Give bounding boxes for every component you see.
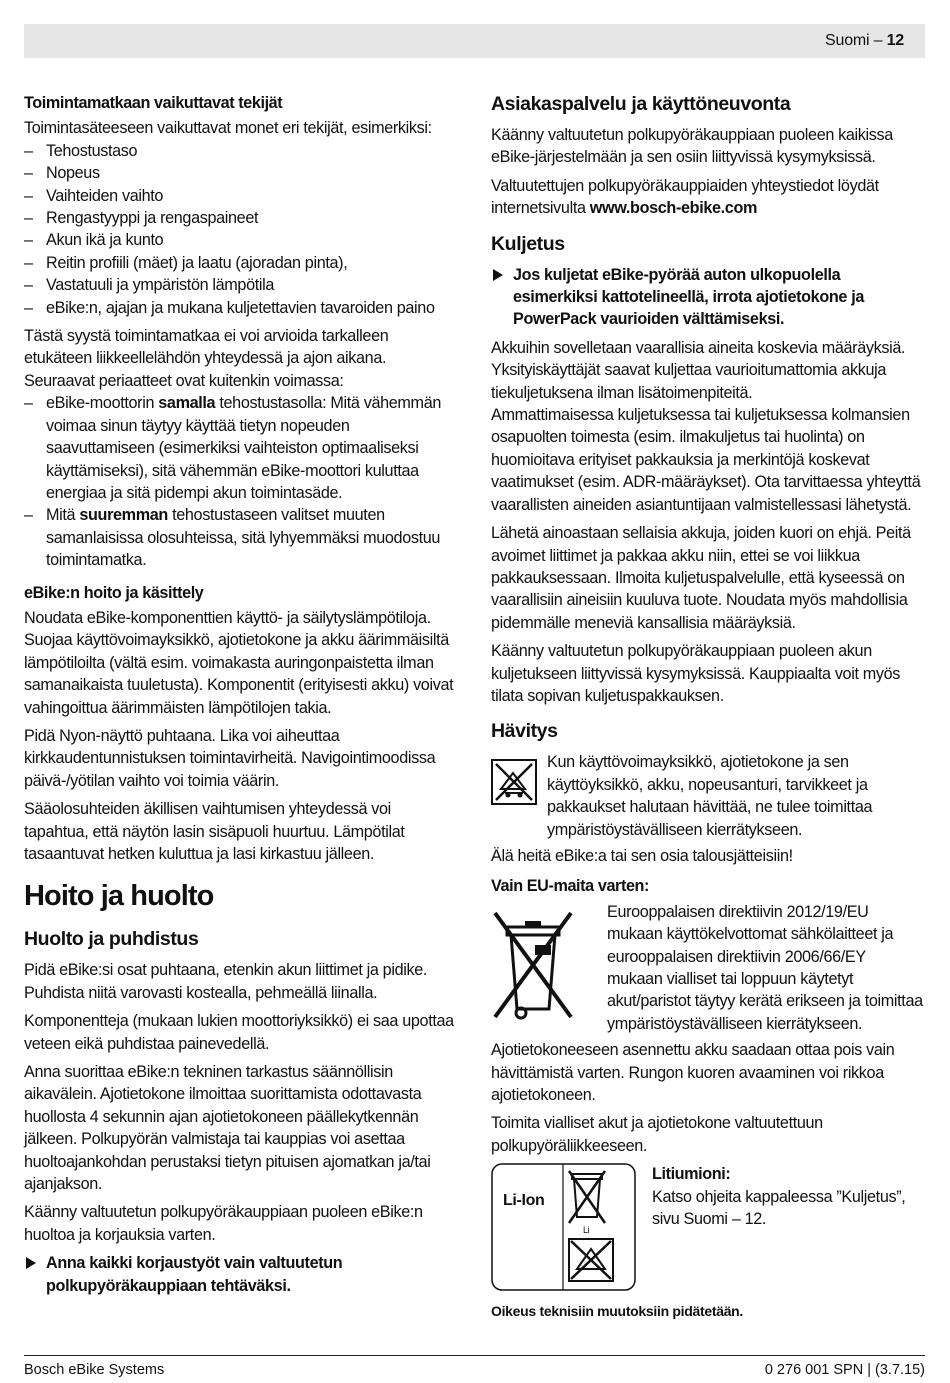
- care-paragraph: Noudata eBike-komponenttien käyttö- ja säilytyslämpötiloja. Suojaa käyttövoimayksikkö, ajotietokone ja akku äärimmäisiltä lämpötiloilta (vältä esim. voimakasta auringonpaistetta ilman samanaikaista tuuletusta). Komponentit (erityisesti akku) voivat vahingoittua äärimmäisten lämpötilojen takia.: [24, 608, 454, 717]
- transport-paragraph: Akkuihin sovelletaan vaarallisia aineita koskevia määräyksiä. Yksityiskäyttäjät saavat kuljettaa vaurioitumattomia akkuja tiekuljetuksena ilman lisätoimenpiteitä.: [491, 338, 906, 402]
- support-url-link[interactable]: www.bosch-ebike.com: [589, 199, 758, 218]
- liion-block: [491, 1163, 925, 1291]
- header-bar: [24, 24, 925, 58]
- list-item: – eBike:n, ajajan ja mukana kuljetettavien tavaroiden paino: [24, 297, 459, 319]
- li-ion-battery-disposal-icon: [491, 1163, 636, 1291]
- liion-heading: Litiumioni:: [652, 1165, 731, 1184]
- principle-emphasis: suuremman: [79, 506, 168, 525]
- crossed-bin-icon: [491, 905, 575, 1025]
- transport-paragraph: Käänny valtuutetun polkupyöräkauppiaan puoleen akun kuljetukseen liittyvissä kysymyksissä. Kauppiaalta voit myös tilata sopivan kuljetuspakkauksen.: [491, 642, 901, 705]
- warning-text: Jos kuljetat eBike-pyörää auton ulkopuolella esimerkiksi kattotelineellä, irrota ajotietokone ja PowerPack vaurioiden välttämiseksi.: [513, 265, 865, 329]
- warning-arrow-icon: [493, 269, 503, 281]
- service-heading: Huolto ja puhdistus: [24, 928, 199, 951]
- principle-text: Mitä: [46, 506, 80, 525]
- battery-paragraph: Toimita vialliset akut ja ajotietokone valtuutettuun polkupyöräliikkeeseen.: [491, 1114, 823, 1155]
- principle-text: eBike-moottorin: [46, 394, 159, 413]
- list-item: – Tehostustaso: [24, 140, 459, 162]
- liion-text: [652, 1163, 925, 1230]
- eu-paragraph: Eurooppalaisen direktiivin 2012/19/EU mukaan käyttökelvottomat sähkölaitteet ja eurooppalaisen direktiivin 2006/66/EY mukaan vialliset tai loppuun käytetyt akut/paristot täytyy kerätä erikseen ja toimittaa ympäristöystävälliseen kierrätykseen.: [607, 902, 923, 1033]
- eu-block: [491, 901, 925, 1035]
- transport-paragraph: Lähetä ainoastaan sellaisia akkuja, joiden kuori on ehjä. Peitä avoimet liittimet ja pakkaa akku niin, ettei se voi liikkua pakkauksessaan. Ilmoita kuljetuspalvelulle, että kyseessä on vaarallisiin aineisiin kuuluva tuote. Noudata myös mahdollisia pidemmälle meneviä kansallisia määräyksiä.: [491, 524, 911, 632]
- transport-paragraph: Ammattimaisessa kuljetuksessa tai kuljetuksessa kolmansien osapuolten toimesta (esim. ilmakuljetus tai huolinta) on huomioitava erityiset pakkauksia ja merkintöjä koskevat vaatimukset (esim. ADR-määräykset). Ota tarvittaessa yhteyttä vaarallisten aineiden asiantuntijaan valmistellessasi lähetystä.: [491, 406, 921, 514]
- recycling-symbol-icon: [491, 759, 537, 805]
- footer-brand: Bosch eBike Systems: [24, 1362, 165, 1378]
- header-language: Suomi: [825, 32, 870, 49]
- list-item: – Reitin profiili (mäet) ja laatu (ajoradan pinta),: [24, 252, 459, 274]
- factors-intro: Toimintasäteeseen vaikuttavat monet eri tekijät, esimerkiksi:: [24, 119, 432, 138]
- care-paragraph: Sääolosuhteiden äkillisen vaihtumisen yhteydessä voi tapahtua, että näytön lasin sisäpuoli huurtuu. Lämpötilat tasaantuvat hetken kuluttua ja lasi kirkastuu jälleen.: [24, 800, 405, 863]
- service-paragraph: Komponentteja (mukaan lukien moottoriyksikkö) ei saa upottaa veteen eikä puhdistaa painevedellä.: [24, 1012, 454, 1053]
- header-separator: –: [869, 32, 887, 49]
- factors-list: [24, 140, 459, 319]
- support-paragraph: [491, 175, 925, 220]
- disposal-heading: Hävitys: [491, 720, 558, 743]
- disposal-block: [491, 751, 925, 841]
- list-item: [24, 392, 459, 504]
- service-paragraph: Käänny valtuutetun polkupyöräkauppiaan puoleen eBike:n huoltoa ja korjauksia varten.: [24, 1203, 423, 1244]
- list-item: – Akun ikä ja kunto: [24, 229, 459, 251]
- service-paragraph: Pidä eBike:si osat puhtaana, etenkin akun liittimet ja pidike. Puhdista niitä varovasti kostealla, pehmeällä liinalla.: [24, 961, 428, 1002]
- list-item: [24, 504, 459, 571]
- li-ion-label: Li-Ion: [503, 1192, 545, 1210]
- list-item: – Vastatuuli ja ympäristön lämpötila: [24, 274, 459, 296]
- factors-heading: Toimintamatkaan vaikuttavat tekijät: [24, 94, 283, 112]
- disposal-paragraph: Älä heitä eBike:a tai sen osia talousjätteisiin!: [491, 846, 793, 865]
- list-item: – Nopeus: [24, 162, 459, 184]
- left-column: [24, 92, 459, 1303]
- principle-text: tehostustasolla: Mitä vähemmän voimaa sinun täytyy käyttää tietyn nopeuden saavuttamiseen (esimerkiksi vaihteiston optimaaliseksi käyttämiseksi), sitä vähemmän eBike-moottori kuluttaa energiaa ja sitä pidempi akun toimintasäde.: [46, 394, 442, 502]
- legal-note: Oikeus teknisiin muutoksiin pidätetään.: [491, 1303, 744, 1319]
- page-header: [825, 32, 904, 50]
- right-column: [491, 92, 925, 1295]
- warning-arrow-icon: [26, 1257, 36, 1269]
- care-heading: eBike:n hoito ja käsittely: [24, 583, 204, 602]
- page-number: 12: [886, 32, 904, 49]
- section-title: Hoito ja huolto: [24, 880, 214, 913]
- support-paragraph: Käänny valtuutetun polkupyöräkauppiaan puoleen kaikissa eBike-järjestelmään ja sen osiin liittyvissä kysymyksissä.: [491, 126, 893, 167]
- service-paragraph: Anna suorittaa eBike:n tekninen tarkastus säännöllisin aikavälein. Ajotietokone ilmoittaa suorittamista odottavasta huollosta 4 sekunnin ajan ajotietokoneen päällekytkennän jälkeen. Polkupyörän valmistaja tai kauppias voi asettaa huoltoajankohdan perustaksi tietyn pituisen ajomatkan ja/tai ajanjakson.: [24, 1063, 431, 1194]
- care-paragraph: Pidä Nyon-näyttö puhtaana. Lika voi aiheuttaa kirkkaudentunnistuksen toimintavirheitä. Navigointimoodissa päivä-/yötilan vaihto voi toimia väärin.: [24, 726, 436, 790]
- list-item: – Vaihteiden vaihto: [24, 185, 459, 207]
- li-label: Li: [583, 1225, 590, 1236]
- warning-text: Anna kaikki korjaustyöt vain valtuutetun polkupyöräkauppiaan tehtäväksi.: [46, 1254, 343, 1295]
- transport-heading: Kuljetus: [491, 232, 565, 255]
- battery-paragraph: Ajotietokoneeseen asennettu akku saadaan ottaa pois vain hävittämistä varten. Rungon kuoren avaaminen voi rikkoa ajotietokoneen.: [491, 1041, 895, 1105]
- transport-warning: [491, 264, 925, 331]
- support-text: Valtuutettujen polkupyöräkauppiaiden yhteystiedot löydät internetsivulta: [491, 176, 879, 218]
- footer-divider: [24, 1355, 925, 1356]
- disposal-paragraph: Kun käyttövoimayksikkö, ajotietokone ja sen käyttöyksikkö, akku, nopeusanturi, tarvikkeet ja pakkaukset halutaan hävittää, ne tulee toimittaa ympäristöystävälliseen kierrätykseen.: [547, 753, 873, 839]
- range-paragraph: Tästä syystä toimintamatkaa ei voi arvioida tarkalleen etukäteen liikkeellelähdön yhteydessä ja ajon aikana. Seuraavat periaatteet ovat kuitenkin voimassa:: [24, 327, 389, 390]
- list-item: – Rengastyyppi ja rengaspaineet: [24, 207, 459, 229]
- principle-emphasis: samalla: [158, 394, 216, 413]
- support-heading: Asiakaspalvelu ja käyttöneuvonta: [491, 93, 791, 115]
- eu-heading: Vain EU-maita varten:: [491, 877, 650, 896]
- principles-list: [24, 392, 459, 571]
- principle-text: tehostustaseen valitset muuten samanlaisissa olosuhteissa, sitä lyhyemmäksi muodostuu toimintamatka.: [46, 506, 441, 570]
- liion-paragraph: Katso ohjeita kappaleessa ”Kuljetus”, sivu Suomi – 12.: [652, 1187, 906, 1229]
- service-warning: [24, 1252, 459, 1297]
- footer-doc-number: 0 276 001 SPN | (3.7.15): [764, 1362, 925, 1378]
